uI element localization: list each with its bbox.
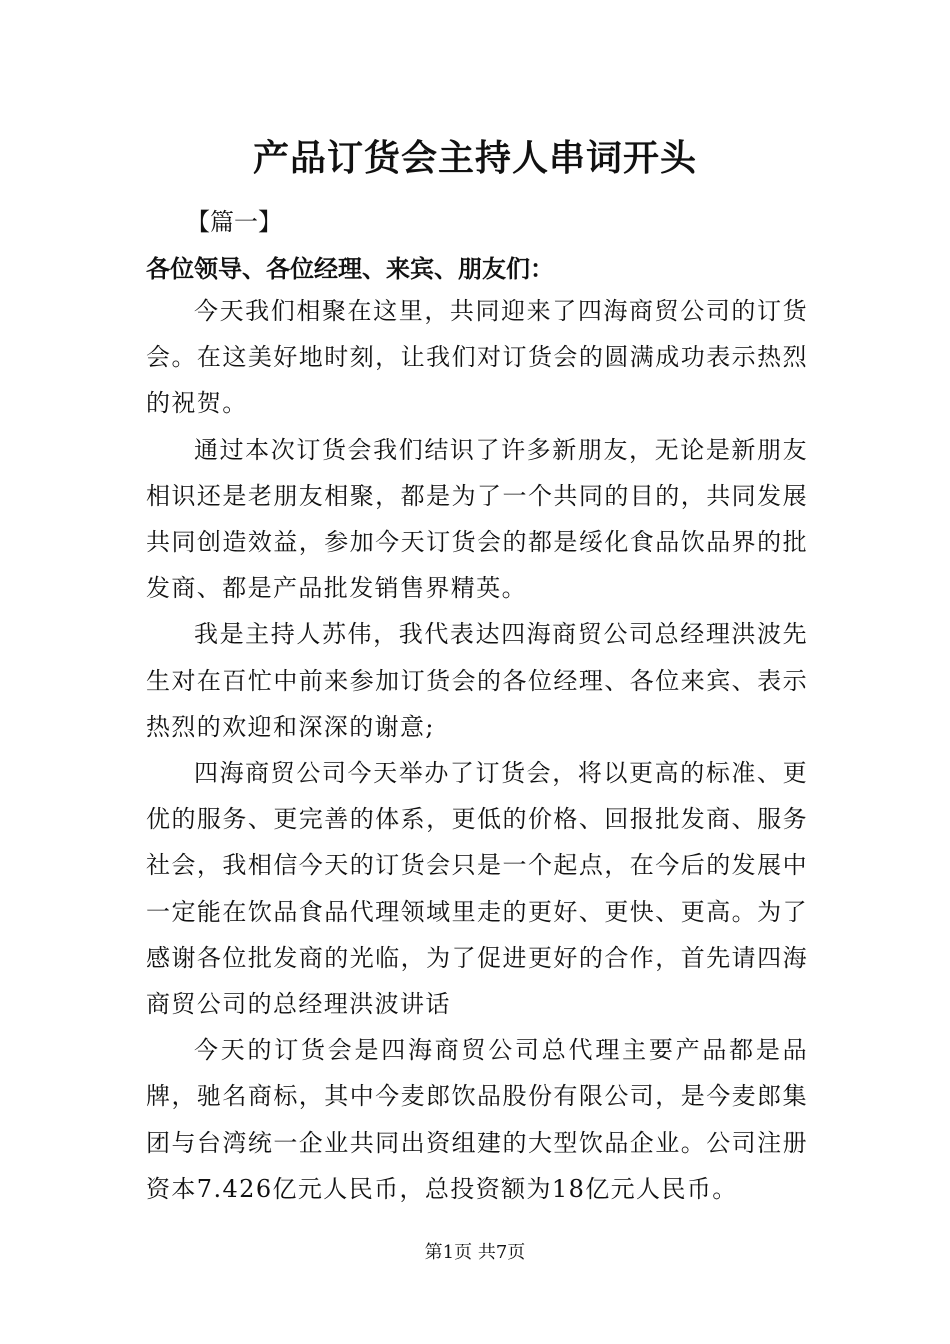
paragraph: 今天我们相聚在这里，共同迎来了四海商贸公司的订货会。在这美好地时刻，让我们对订货会的圆满成功表示热烈的祝贺。: [146, 297, 808, 418]
document-title: 产品订货会主持人串词开头: [252, 137, 697, 179]
body-text: [146, 288, 808, 1212]
greeting-line: 各位领导、各位经理、来宾、朋友们：: [146, 254, 554, 283]
paragraph: 四海商贸公司今天举办了订货会，将以更高的标准、更优的服务、更完善的体系，更低的价格、回报批发商、服务社会，我相信今天的订货会只是一个起点，在今后的发展中一定能在饮品食品代理领域里走的更好、更快、更高。为了感谢各位批发商的光临，为了促进更好的合作，首先请四海商贸公司的总经理洪波讲话: [146, 759, 808, 1019]
page-footer: 第1页 共7页: [424, 1242, 526, 1263]
paragraph: 通过本次订货会我们结识了许多新朋友，无论是新朋友相识还是老朋友相聚，都是为了一个共同的目的，共同发展共同创造效益，参加今天订货会的都是绥化食品饮品界的批发商、都是产品批发销售界精英。: [146, 435, 808, 603]
section-label: 【篇一】: [186, 208, 282, 236]
paragraph: 今天的订货会是四海商贸公司总代理主要产品都是品牌，驰名商标，其中今麦郎饮品股份有限公司，是今麦郎集团与台湾统一企业共同出资组建的大型饮品企业。公司注册资本7.426亿元人民币，总投资额为18亿元人民币。: [146, 1036, 808, 1203]
paragraph: 我是主持人苏伟，我代表达四海商贸公司总经理洪波先生对在百忙中前来参加订货会的各位经理、各位来宾、表示热烈的欢迎和深深的谢意;: [146, 620, 808, 741]
